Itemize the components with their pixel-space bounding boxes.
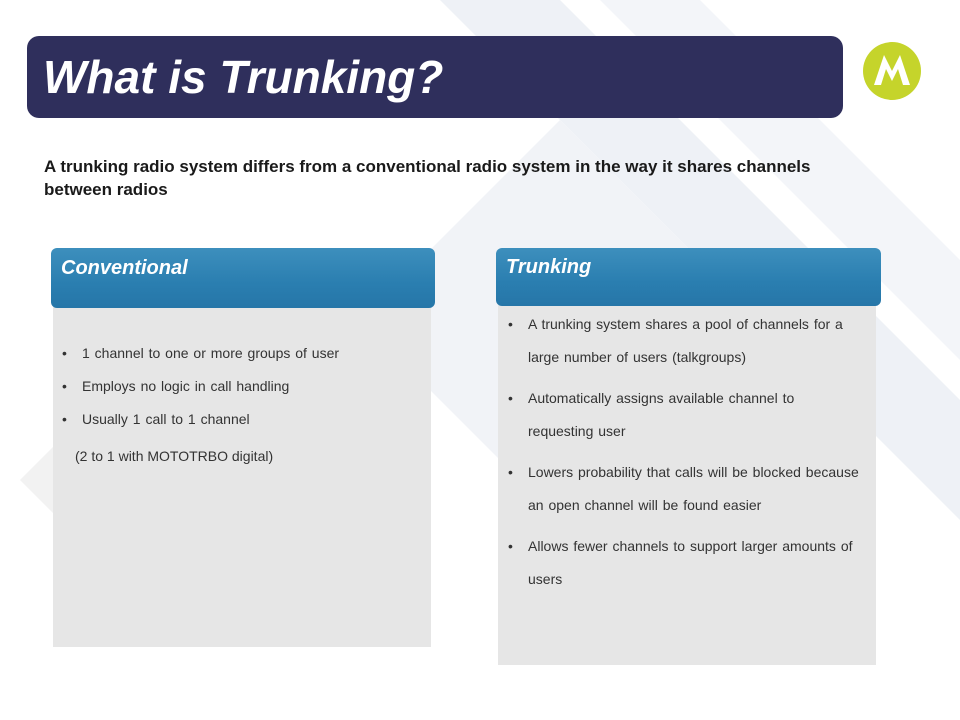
list-item: • Usually 1 call to 1 channel — [62, 403, 422, 436]
bullet-icon: • — [508, 316, 513, 332]
list-item: • 1 channel to one or more groups of user — [62, 337, 422, 370]
list-item: • Allows fewer channels to support larger amounts of users — [508, 530, 860, 596]
bullet-icon: • — [62, 411, 67, 427]
bullet-icon: • — [508, 390, 513, 406]
bullet-icon: • — [508, 538, 513, 554]
conventional-header — [51, 248, 435, 308]
conventional-list — [62, 337, 422, 436]
list-item: • Automatically assigns available channel to requesting user — [508, 382, 860, 448]
list-item: • A trunking system shares a pool of channels for a large number of users (talkgroups) — [508, 308, 860, 374]
bullet-icon: • — [62, 378, 67, 394]
motorola-logo-icon — [862, 41, 922, 101]
bullet-icon: • — [508, 464, 513, 480]
trunking-list — [508, 308, 860, 604]
trunking-heading: Trunking — [506, 256, 592, 278]
title-bar — [27, 36, 843, 118]
list-item: • Employs no logic in call handling — [62, 370, 422, 403]
page-title: What is Trunking? — [43, 51, 444, 103]
conventional-heading: Conventional — [61, 257, 188, 279]
bullet-icon: • — [62, 345, 67, 361]
list-item: • Lowers probability that calls will be blocked because an open channel will be found easier — [508, 456, 860, 522]
conventional-note: (2 to 1 with MOTOTRBO digital) — [75, 448, 274, 464]
intro-text: A trunking radio system differs from a conventional radio system in the way it shares channels between radios — [44, 157, 811, 199]
trunking-header — [496, 248, 881, 306]
